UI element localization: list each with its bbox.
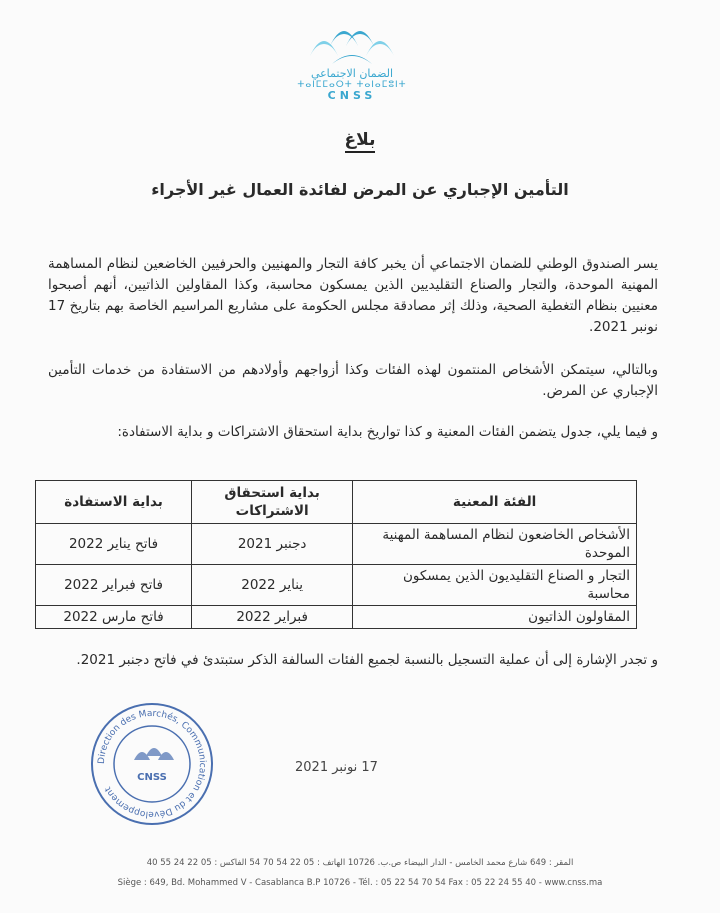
stamp-emblem-icon bbox=[134, 748, 174, 760]
logo-arabic-name: الضمان الاجتماعي bbox=[310, 67, 394, 80]
paragraph-announcement: يسر الصندوق الوطني للضمان الاجتماعي أن يخبر كافة التجار والمهنيين والحرفيين الخاضعين لنظام المساهمة المهنية الموحدة، والتجار والصناع التقليديين الذين يمسكون محاسبة، وكذا المقاولين الذاتيين، أنهم أصبحوا معنيين بنظام التغطية الصحية، وذلك إثر مصادقة مجلس الحكومة على مشاريع المراسيم الخاصة بهم بتاريخ 17 نونبر 2021. bbox=[48, 256, 658, 335]
cnss-logo bbox=[292, 16, 412, 116]
cell-category: الأشخاص الخاضعون لنظام المساهمة المهنية الموحدة bbox=[353, 524, 637, 565]
table-row bbox=[36, 606, 637, 629]
cell-category: التجار و الصناع التقليديون الذين يمسكون محاسبة bbox=[353, 565, 637, 606]
logo-tifinagh-name: ⵜⴰⵏⵎⵎⴰⵔⵜ ⵜⴰⵏⴰⵎⵓⵏⵜ bbox=[297, 80, 407, 90]
logo-latin-name: CNSS bbox=[327, 89, 377, 102]
table-row bbox=[36, 565, 637, 606]
notice-label: بلاغ bbox=[345, 130, 376, 153]
table-row bbox=[36, 524, 637, 565]
stamp-center-text: CNSS bbox=[137, 772, 167, 783]
cell-contributions-start: يناير 2022 bbox=[192, 565, 353, 606]
footer-address-arabic: المقر : 649 شارع محمد الخامس - الدار البيضاء ص.ب. 10726 الهاتف : 05 22 54 70 54 الفاكس : 05 22 24 55 40 bbox=[146, 858, 574, 868]
official-stamp bbox=[88, 700, 216, 828]
header-benefits-start: بداية الاستفادة bbox=[36, 481, 192, 524]
paragraph-beneficiaries: وبالتالي، سيتمكن الأشخاص المنتمون لهذه الفئات وكذا أزواجهم وأولادهم من الاستفادة من خدمات التأمين الإجباري عن المرض. bbox=[48, 362, 658, 399]
table-header-row bbox=[36, 481, 637, 524]
signature-date: 17 نونبر 2021 bbox=[295, 760, 378, 775]
categories-table bbox=[35, 480, 637, 629]
cell-benefits-start: فاتح فبراير 2022 bbox=[36, 565, 192, 606]
stamp-ring-text: Direction des Marchés, Communication et du Développement bbox=[96, 708, 208, 820]
cnss-emblem-icon bbox=[302, 16, 402, 66]
cell-contributions-start: فبراير 2022 bbox=[192, 606, 353, 629]
notice-title bbox=[0, 130, 720, 150]
footer-address-french: Siège : 649, Bd. Mohammed V - Casablanca B.P 10726 - Tél. : 05 22 54 70 54 Fax : 05 22 24 55 40 - www.cnss.ma bbox=[117, 878, 603, 888]
paragraph-registration: و تجدر الإشارة إلى أن عملية التسجيل بالنسبة لجميع الفئات السالفة الذكر ستبتدئ في فاتح دجنبر 2021. bbox=[76, 652, 658, 668]
header-contributions-start: بداية استحقاق الاشتراكات bbox=[192, 481, 353, 524]
cell-category: المقاولون الذاتيون bbox=[353, 606, 637, 629]
cell-benefits-start: فاتح يناير 2022 bbox=[36, 524, 192, 565]
cell-contributions-start: دجنبر 2021 bbox=[192, 524, 353, 565]
header-category: الفئة المعنية bbox=[353, 481, 637, 524]
cell-benefits-start: فاتح مارس 2022 bbox=[36, 606, 192, 629]
paragraph-table-intro: و فيما يلي، جدول يتضمن الفئات المعنية و كذا تواريخ بداية استحقاق الاشتراكات و بداية الاستفادة: bbox=[117, 424, 658, 440]
notice-subject: التأمين الإجباري عن المرض لفائدة العمال غير الأجراء bbox=[151, 180, 569, 199]
